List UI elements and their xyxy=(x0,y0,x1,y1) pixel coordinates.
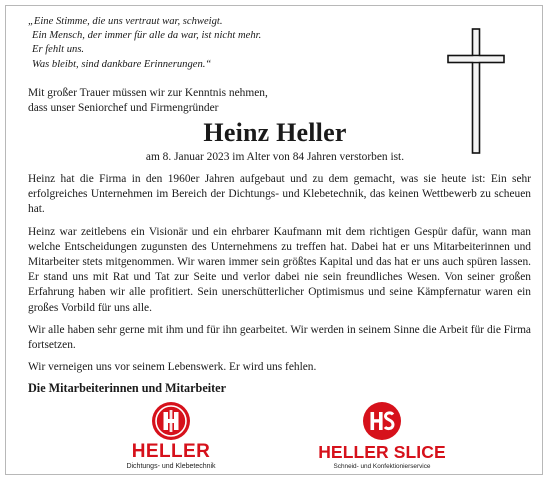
intro-line: dass unser Seniorchef und Firmengründer xyxy=(28,102,219,114)
heller-hs-emblem-icon xyxy=(362,401,402,441)
quote-line: Was bleibt, sind dankbare Erinnerungen.“ xyxy=(32,58,212,70)
heller-slice-tagline: Schneid- und Konfektionierservice xyxy=(333,463,431,470)
heller-slice-brand-name: HELLER SLICE xyxy=(318,442,446,462)
quote-line: „Eine Stimme, die uns vertraut war, schweigt. xyxy=(28,16,223,27)
body-paragraph: Wir alle haben sehr gerne mit ihm und für ihn gearbeitet. Wir werden in seinem Sinne die Arbeit für die Firma fortsetzen. xyxy=(28,323,531,352)
body-paragraph: Wir verneigen uns vor seinem Lebenswerk. Er wird uns fehlen. xyxy=(28,361,317,374)
body-paragraph: Heinz hat die Firma in den 1960er Jahren aufgebaut und zu dem gemacht, was sie heute ist: Ein sehr erfolgreiches Unternehmen im Bereich der Dichtungs- und Klebetechnik, das keinen Wettbewerb zu scheuen hat. xyxy=(28,173,531,216)
obituary-body xyxy=(28,172,531,382)
body-paragraph: Heinz war zeitlebens ein Visionär und ein ehrbarer Kaufmann mit dem richtigen Gespür dafür, wann man welche Entscheidungen zugunsten des Unternehmens zu treffen hat. Dabei hat er uns Mitarbeiterinnen und Mitarbeiter stets mitgenommen. Wir waren immer sein größtes Kapital und das hat er uns auch spüren lassen. Er stand uns mit Rat und Tat zur Seite und verlor dabei nie sein freundliches Wesen. Von seiner großen Erfahrung haben wir alle profitiert. Sein unerschütterlicher Optimismus und seine Kämpfernatur waren ein großes Vorbild für uns alle. xyxy=(28,225,531,314)
death-date-line: am 8. Januar 2023 im Alter von 84 Jahren verstorben ist. xyxy=(145,151,405,163)
intro-line: Mit großer Trauer müssen wir zur Kenntnis nehmen, xyxy=(28,87,268,99)
quote-line: Ein Mensch, der immer für alle da war, ist nicht mehr. xyxy=(32,30,262,42)
memorial-quote xyxy=(28,15,448,72)
signature: Die Mitarbeiterinnen und Mitarbeiter xyxy=(28,381,227,395)
heller-tagline: Dichtungs- und Klebetechnik xyxy=(126,463,216,470)
obituary-notice xyxy=(5,5,543,475)
deceased-name: Heinz Heller xyxy=(203,118,347,147)
heller-slice-logo xyxy=(308,401,456,471)
quote-line: Er fehlt uns. xyxy=(32,44,85,56)
heller-logo xyxy=(106,401,236,471)
intro-text xyxy=(28,86,448,116)
heller-brand-name: HELLER xyxy=(131,441,211,462)
heller-h-emblem-icon xyxy=(151,401,191,441)
